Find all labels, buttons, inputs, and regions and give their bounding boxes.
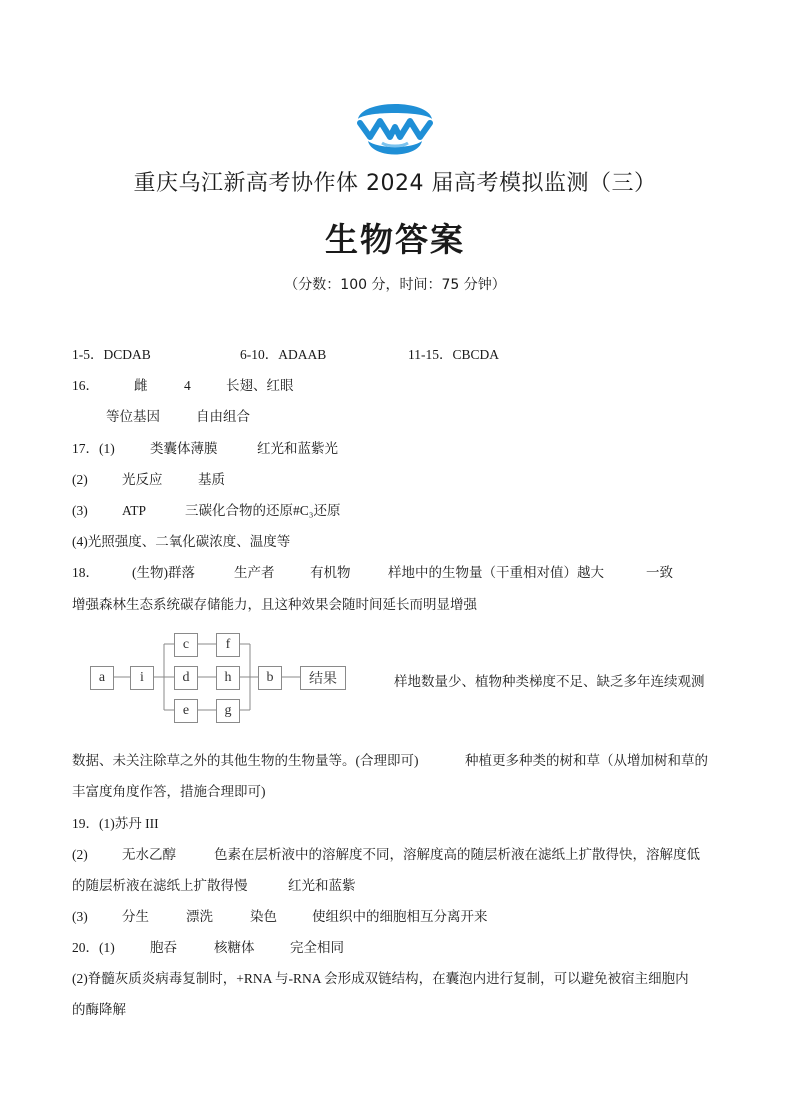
q20-1-answer-a: 胞吞 [150, 940, 177, 955]
q19-2-answer-d: 红光和蓝紫 [288, 878, 356, 893]
q19-2-answer-a: 无水乙醇 [122, 847, 176, 862]
flow-node-a: a [90, 666, 114, 690]
q20-number: 20．(1) [72, 940, 115, 955]
flow-node-d: d [174, 666, 198, 690]
q16-answer-c: 长翅、红眼 [226, 378, 294, 393]
q17-line2 [72, 468, 225, 488]
q20-line2: (2)脊髓灰质炎病毒复制时，+RNA 与-RNA 会形成双链结构，在囊泡内进行复制，可以避免被宿主细胞内 [72, 971, 689, 986]
q17-1-answer-b: 红光和蓝紫光 [257, 441, 338, 456]
q19-2-number: (2) [72, 847, 88, 862]
flow-node-h: h [216, 666, 240, 690]
q17-3-answer-a: ATP [122, 503, 147, 518]
q17-3-number: (3) [72, 503, 88, 518]
q18-answer-a: (生物)群落 [132, 565, 195, 580]
q18-answer-d: 样地中的生物量（干重相对值）越大 [388, 565, 604, 580]
q17-2-answer-a: 光反应 [122, 472, 163, 487]
q18-line4: 丰富度角度作答，措施合理即可) [72, 784, 266, 799]
q18-side-text: 样地数量少、植物种类梯度不足、缺乏多年连续观测 [394, 674, 705, 689]
q19-3-answer-b: 漂洗 [186, 909, 213, 924]
q18-answer-b: 生产者 [234, 565, 275, 580]
score-time-line: （分数：100 分，时间：75 分钟） [284, 277, 506, 293]
q20-1-answer-b: 核糖体 [214, 940, 255, 955]
mc-6-10: 6-10．ADAAB [240, 347, 327, 362]
flow-node-g: g [216, 699, 240, 723]
mc-answers [72, 343, 499, 363]
q18-answer-f: 数据、未关注除草之外的其他生物的生物量等。(合理即可) [72, 753, 419, 768]
q16-line2 [106, 405, 250, 425]
q20-line1 [72, 936, 344, 956]
q16-answer-e: 自由组合 [196, 409, 250, 424]
q16-answer-b: 4 [184, 378, 191, 393]
flow-node-result: 结果 [300, 666, 346, 690]
q18-number: 18． [72, 565, 99, 580]
flow-node-f: f [216, 633, 240, 657]
q17-line4: (4)光照强度、二氧化碳浓度、温度等 [72, 534, 291, 549]
flow-node-b: b [258, 666, 282, 690]
q17-2-number: (2) [72, 472, 88, 487]
mc-1-5: 1-5．DCDAB [72, 347, 151, 362]
q19-3-answer-c: 染色 [250, 909, 277, 924]
q16-line1 [72, 374, 294, 394]
flow-node-c: c [174, 633, 198, 657]
q20-1-answer-c: 完全相同 [290, 940, 344, 955]
q19-line3 [72, 874, 356, 894]
q19-3-answer-a: 分生 [122, 909, 149, 924]
q18-line2: 增强森林生态系统碳存储能力，且这种效果会随时间延长而明显增强 [72, 597, 477, 612]
q18-line1 [72, 561, 673, 581]
q16-answer-d: 等位基因 [106, 409, 160, 424]
flow-node-e: e [174, 699, 198, 723]
q17-number: 17．(1) [72, 441, 115, 456]
q17-2-answer-b: 基质 [198, 472, 225, 487]
q16-answer-a: 雌 [134, 378, 148, 393]
q20-line3: 的酶降解 [72, 1002, 126, 1017]
q18-answer-e: 一致 [646, 565, 673, 580]
flow-node-i: i [130, 666, 154, 690]
subject-heading: 生物答案 [325, 220, 465, 259]
q19-3-number: (3) [72, 909, 88, 924]
q16-number: 16． [72, 378, 99, 393]
experiment-flow-diagram [88, 630, 358, 722]
mc-11-15: 11-15．CBCDA [408, 347, 500, 362]
q19-2-answer-b: 色素在层析液中的溶解度不同，溶解度高的随层析液在滤纸上扩散得快，溶解度低 [214, 847, 700, 862]
q17-line1 [72, 437, 338, 457]
q18-line3 [72, 749, 708, 769]
q17-line3 [72, 499, 340, 519]
q19-line4 [72, 905, 488, 925]
q19-3-answer-d: 使组织中的细胞相互分离开来 [312, 909, 488, 924]
logo [352, 97, 438, 159]
q18-answer-g: 种植更多种类的树和草（从增加树和草的 [465, 753, 708, 768]
q19-2-answer-c: 的随层析液在滤纸上扩散得慢 [72, 878, 248, 893]
document-title: 重庆乌江新高考协作体 2024 届高考模拟监测（三） [133, 171, 657, 196]
q17-1-answer-a: 类囊体薄膜 [150, 441, 218, 456]
q17-3-answer-b: 三碳化合物的还原#C₃还原 [185, 503, 341, 518]
q19-line1: 19．(1)苏丹 III [72, 816, 159, 831]
q18-answer-c: 有机物 [310, 565, 351, 580]
q19-line2 [72, 843, 700, 863]
